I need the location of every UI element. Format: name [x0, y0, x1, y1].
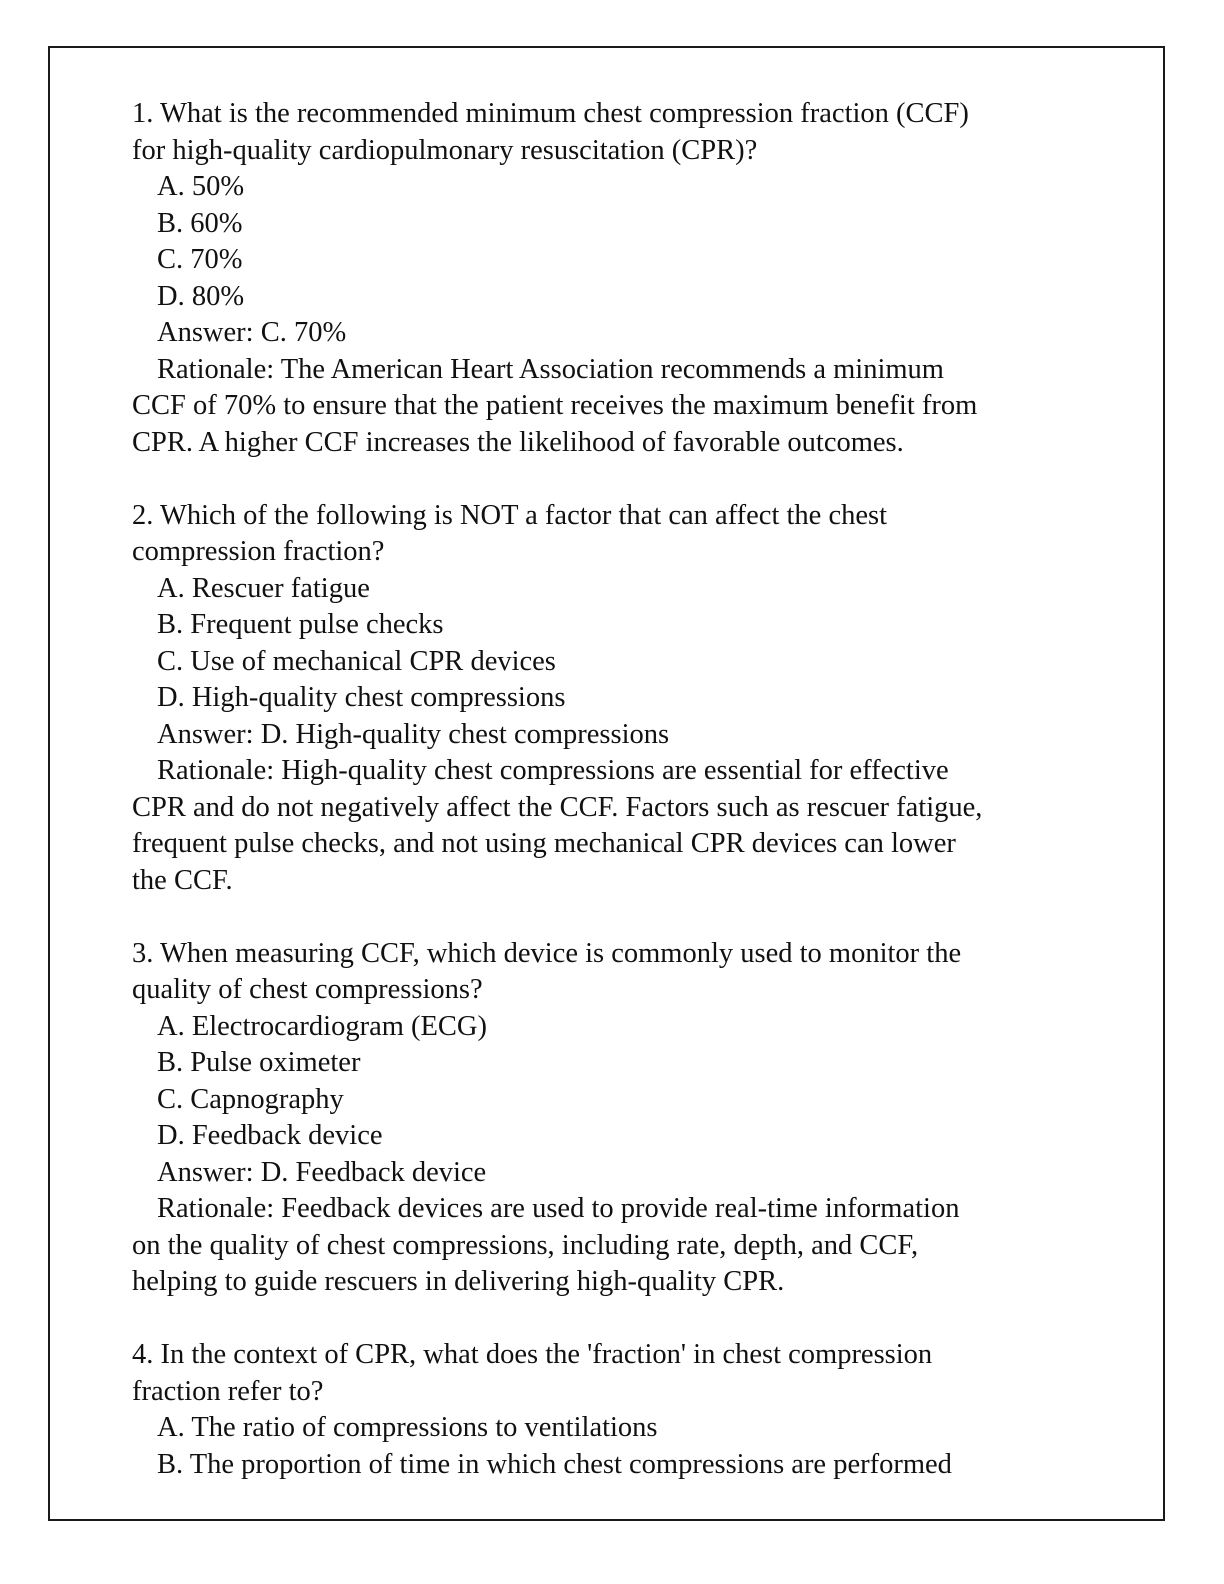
question-4-stem-line-1: 4. In the context of CPR, what does the 'fraction' in chest compression [132, 1339, 933, 1370]
question-3-stem-line-2: quality of chest compressions? [132, 974, 483, 1005]
question-2-rationale-line-2: CPR and do not negatively affect the CCF. Factors such as rescuer fatigue, [132, 791, 983, 823]
question-4-option-a: A. The ratio of compressions to ventilations [157, 1412, 658, 1443]
question-3-option-d: D. Feedback device [157, 1120, 383, 1151]
question-2-option-b: B. Frequent pulse checks [157, 609, 444, 640]
question-1-option-a: A. 50% [157, 171, 245, 202]
question-1-rationale-line-2: CCF of 70% to ensure that the patient receives the maximum benefit from [132, 390, 978, 421]
question-3-option-a: A. Electrocardiogram (ECG) [157, 1010, 487, 1042]
question-2-option-a: A. Rescuer fatigue [157, 572, 370, 604]
question-2-answer: Answer: D. High-quality chest compressions [157, 718, 670, 750]
question-1-stem-line-1: 1. What is the recommended minimum chest compression fraction (CCF) [132, 98, 969, 129]
question-2-rationale-line-3: frequent pulse checks, and not using mechanical CPR devices can lower [132, 828, 956, 859]
question-4 [132, 1337, 1092, 1483]
question-4-option-b: B. The proportion of time in which chest compressions are performed [157, 1448, 952, 1480]
question-2-stem-line-2: compression fraction? [132, 536, 385, 567]
question-3-option-c: C. Capnography [157, 1083, 344, 1115]
question-3-answer: Answer: D. Feedback device [157, 1156, 487, 1188]
question-3-stem-line-1: 3. When measuring CCF, which device is commonly used to monitor the [132, 937, 962, 969]
question-2 [132, 498, 1092, 900]
question-2-option-d: D. High-quality chest compressions [157, 682, 566, 713]
question-3-rationale-line-1: Rationale: Feedback devices are used to provide real-time information [157, 1193, 960, 1224]
question-3-option-b: B. Pulse oximeter [157, 1047, 361, 1078]
question-3 [132, 936, 1092, 1301]
question-4-stem-line-2: fraction refer to? [132, 1375, 324, 1407]
question-1-option-b: B. 60% [157, 207, 243, 239]
question-1-option-c: C. 70% [157, 244, 243, 275]
question-1-rationale-line-1: Rationale: The American Heart Association recommends a minimum [157, 353, 944, 385]
question-3-rationale-line-3: helping to guide rescuers in delivering high-quality CPR. [132, 1266, 785, 1297]
question-2-rationale-line-4: the CCF. [132, 864, 233, 896]
question-1-stem-line-2: for high-quality cardiopulmonary resuscitation (CPR)? [132, 134, 758, 166]
question-1-answer: Answer: C. 70% [157, 317, 347, 348]
question-3-rationale-line-2: on the quality of chest compressions, including rate, depth, and CCF, [132, 1229, 919, 1261]
document-body [132, 96, 1092, 1520]
question-1 [132, 96, 1092, 461]
question-2-option-c: C. Use of mechanical CPR devices [157, 645, 556, 677]
question-1-rationale-line-3: CPR. A higher CCF increases the likelihood of favorable outcomes. [132, 426, 904, 458]
question-2-rationale-line-1: Rationale: High-quality chest compressions are essential for effective [157, 755, 949, 786]
question-2-stem-line-1: 2. Which of the following is NOT a factor that can affect the chest [132, 499, 887, 531]
question-1-option-d: D. 80% [157, 280, 245, 312]
